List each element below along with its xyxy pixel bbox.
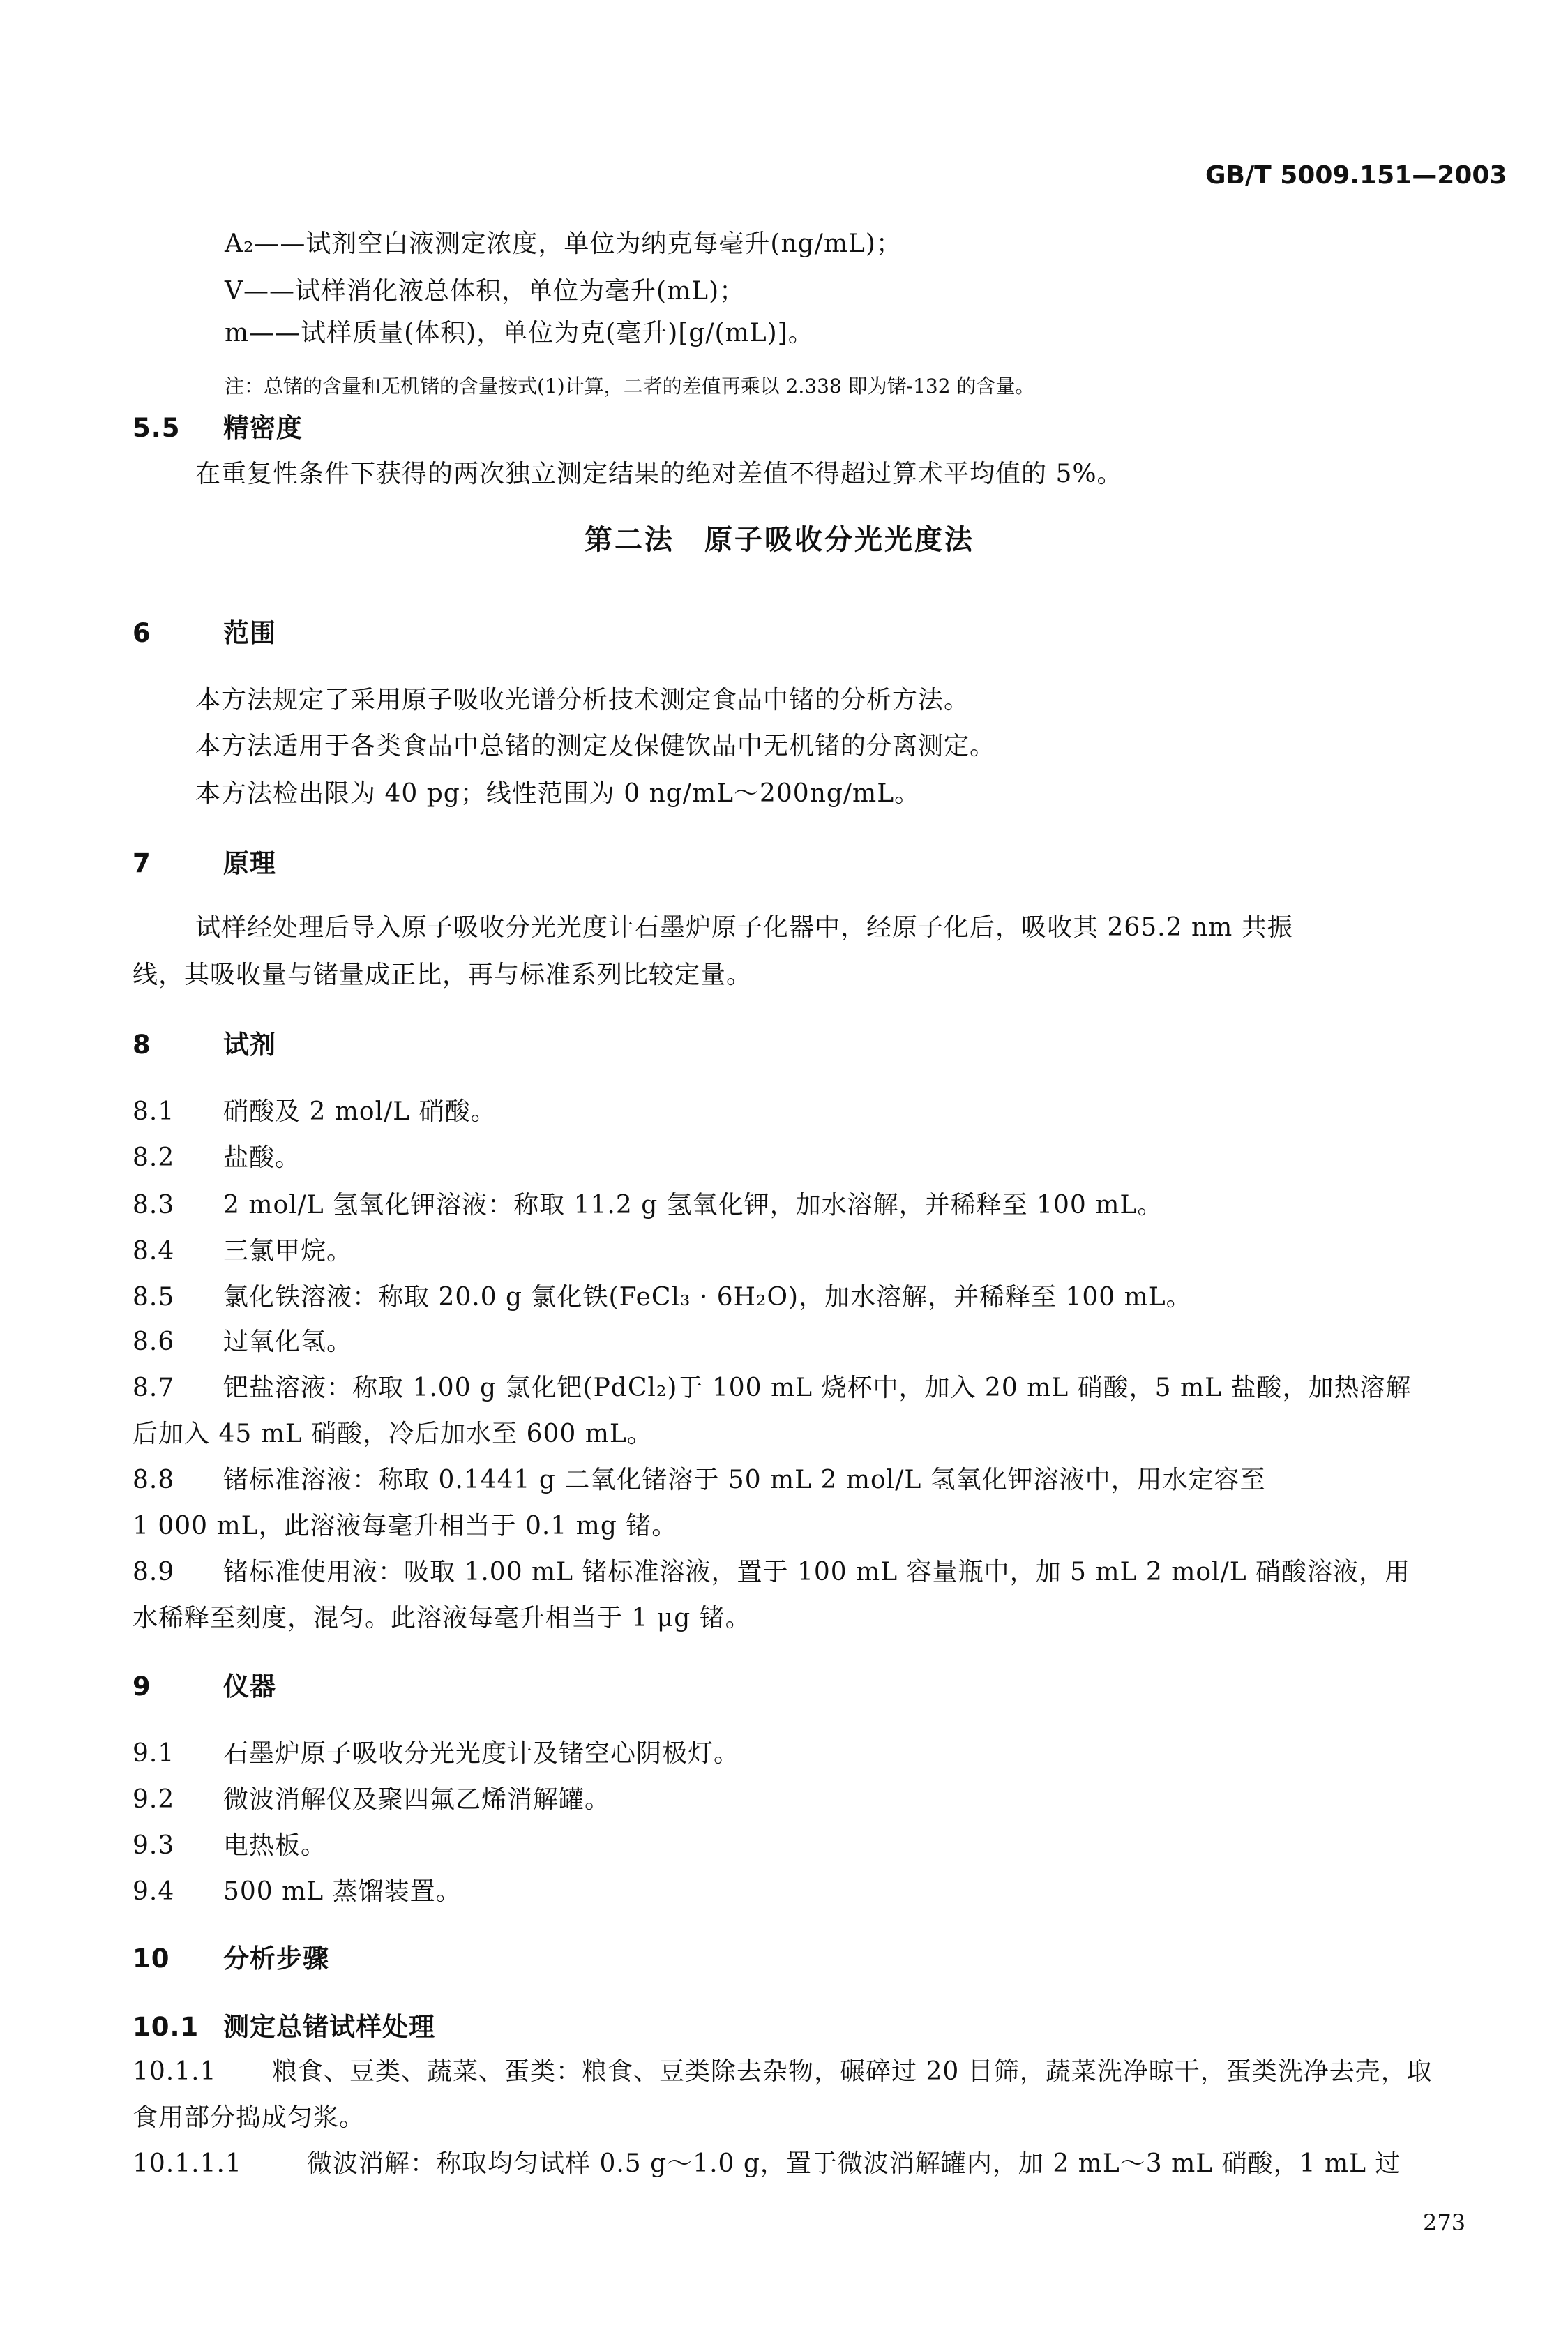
instrument-item	[133, 1783, 610, 1817]
section-number: 7	[133, 848, 151, 878]
reagent-item	[133, 1095, 497, 1129]
section-9-heading	[133, 1670, 276, 1704]
reagent-item	[133, 1281, 1192, 1314]
section-number: 10.1	[133, 2012, 199, 2042]
scope-line-1: 本方法规定了采用原子吸收光谱分析技术测定食品中锗的分析方法。	[195, 686, 970, 714]
legend-line-m: m——试样质量(体积)，单位为克(毫升)[g/(mL)]。	[225, 319, 814, 347]
precision-text: 在重复性条件下获得的两次独立测定结果的绝对差值不得超过算术平均值的 5%。	[195, 460, 1123, 488]
item-text: 电热板。	[223, 1831, 327, 1860]
formula-note: 注：总锗的含量和无机锗的含量按式(1)计算，二者的差值再乘以 2.338 即为锗-132 的含量。	[225, 375, 1035, 398]
item-text: 氯化铁溶液：称取 20.0 g 氯化铁(FeCl₃ · 6H₂O)，加水溶解，并稀释至 100 mL。	[223, 1283, 1192, 1312]
section-title: 试剂	[223, 1030, 276, 1060]
item-text: 微波消解仪及聚四氟乙烯消解罐。	[223, 1785, 611, 1814]
reagent-item	[133, 1556, 1410, 1589]
item-text: 2 mol/L 氢氧化钾溶液：称取 11.2 g 氢氧化钾，加水溶解，并稀释至 100 mL。	[223, 1191, 1163, 1219]
item-text: 过氧化氢。	[223, 1328, 353, 1356]
reagent-item	[133, 1325, 352, 1359]
item-number: 10.1.1.1	[133, 2149, 242, 2178]
section-6-heading	[133, 617, 276, 650]
item-number: 9.4	[133, 1877, 175, 1906]
item-text: 三氯甲烷。	[223, 1237, 353, 1265]
legend-line-a2: A₂——试剂空白液测定浓度，单位为纳克每毫升(ng/mL)；	[225, 230, 902, 258]
reagent-item	[133, 1372, 1411, 1405]
item-number: 8.5	[133, 1283, 175, 1312]
procedure-item-continuation: 食用部分捣成匀浆。	[133, 2103, 365, 2132]
reagent-item	[133, 1141, 301, 1175]
item-number: 8.8	[133, 1466, 175, 1494]
item-number: 9.2	[133, 1785, 175, 1814]
item-number: 9.3	[133, 1831, 175, 1860]
item-number: 9.1	[133, 1739, 175, 1768]
principle-line-1: 试样经处理后导入原子吸收分光光度计石墨炉原子化器中，经原子化后，吸收其 265.2 nm 共振	[195, 913, 1293, 942]
procedure-item	[133, 2147, 1401, 2181]
reagent-item-continuation: 1 000 mL，此溶液每毫升相当于 0.1 mg 锗。	[133, 1512, 678, 1540]
section-5-5-heading	[133, 412, 303, 445]
section-number: 5.5	[133, 413, 181, 443]
item-text: 500 mL 蒸馏装置。	[223, 1877, 462, 1906]
method-title: 第二法 原子吸收分光光度法	[585, 524, 974, 556]
instrument-item	[133, 1875, 462, 1909]
item-text: 锗标准使用液：吸取 1.00 mL 锗标准溶液，置于 100 mL 容量瓶中，加 5 mL 2 mol/L 硝酸溶液，用	[223, 1558, 1411, 1586]
item-text: 硝酸及 2 mol/L 硝酸。	[223, 1097, 497, 1126]
reagent-item	[133, 1464, 1266, 1497]
item-number: 8.6	[133, 1328, 175, 1356]
section-7-heading	[133, 847, 276, 880]
section-number: 9	[133, 1671, 151, 1701]
item-number: 10.1.1	[133, 2057, 217, 2086]
section-title: 分析步骤	[223, 1944, 329, 1974]
item-text: 钯盐溶液：称取 1.00 g 氯化钯(PdCl₂)于 100 mL 烧杯中，加入 20 mL 硝酸，5 mL 盐酸，加热溶解	[223, 1374, 1412, 1402]
section-10-heading	[133, 1942, 329, 1976]
principle-line-2: 线，其吸收量与锗量成正比，再与标准系列比较定量。	[133, 961, 753, 989]
section-title: 测定总锗试样处理	[223, 2012, 435, 2042]
item-number: 8.7	[133, 1374, 175, 1402]
item-text: 粮食、豆类、蔬菜、蛋类：粮食、豆类除去杂物，碾碎过 20 目筛，蔬菜洗净晾干，蛋类洗净去壳，取	[272, 2057, 1433, 2086]
item-text: 盐酸。	[223, 1143, 301, 1172]
reagent-item-continuation: 后加入 45 mL 硝酸，冷后加水至 600 mL。	[133, 1420, 653, 1448]
scope-line-2: 本方法适用于各类食品中总锗的测定及保健饮品中无机锗的分离测定。	[195, 732, 996, 760]
section-number: 10	[133, 1944, 170, 1974]
item-number: 8.2	[133, 1143, 175, 1172]
reagent-item	[133, 1189, 1163, 1222]
item-text: 锗标准溶液：称取 0.1441 g 二氧化锗溶于 50 mL 2 mol/L 氢氧化钾溶液中，用水定容至	[223, 1466, 1266, 1494]
instrument-item	[133, 1737, 739, 1771]
section-title: 原理	[223, 848, 276, 878]
section-title: 范围	[223, 618, 276, 648]
item-number: 8.9	[133, 1558, 175, 1586]
procedure-item	[133, 2055, 1433, 2089]
item-number: 8.1	[133, 1097, 175, 1126]
section-title: 精密度	[223, 413, 303, 443]
item-text: 微波消解：称取均匀试样 0.5 g～1.0 g，置于微波消解罐内，加 2 mL～3 mL 硝酸，1 mL 过	[307, 2149, 1401, 2178]
reagent-item-continuation: 水稀释至刻度，混匀。此溶液每毫升相当于 1 μg 锗。	[133, 1604, 751, 1632]
legend-line-v: V——试样消化液总体积，单位为毫升(mL)；	[225, 277, 746, 306]
section-title: 仪器	[223, 1671, 276, 1701]
scope-line-3: 本方法检出限为 40 pg；线性范围为 0 ng/mL～200ng/mL。	[195, 779, 921, 808]
item-number: 8.3	[133, 1191, 175, 1219]
item-number: 8.4	[133, 1237, 175, 1265]
standard-number: GB/T 5009.151—2003	[1205, 161, 1507, 190]
instrument-item	[133, 1829, 326, 1863]
section-10-1-heading	[133, 2011, 435, 2044]
page-number: 273	[1423, 2209, 1466, 2236]
reagent-item	[133, 1235, 352, 1268]
section-number: 8	[133, 1030, 151, 1060]
item-text: 石墨炉原子吸收分光光度计及锗空心阴极灯。	[223, 1739, 740, 1768]
section-number: 6	[133, 618, 151, 648]
section-8-heading	[133, 1028, 276, 1062]
